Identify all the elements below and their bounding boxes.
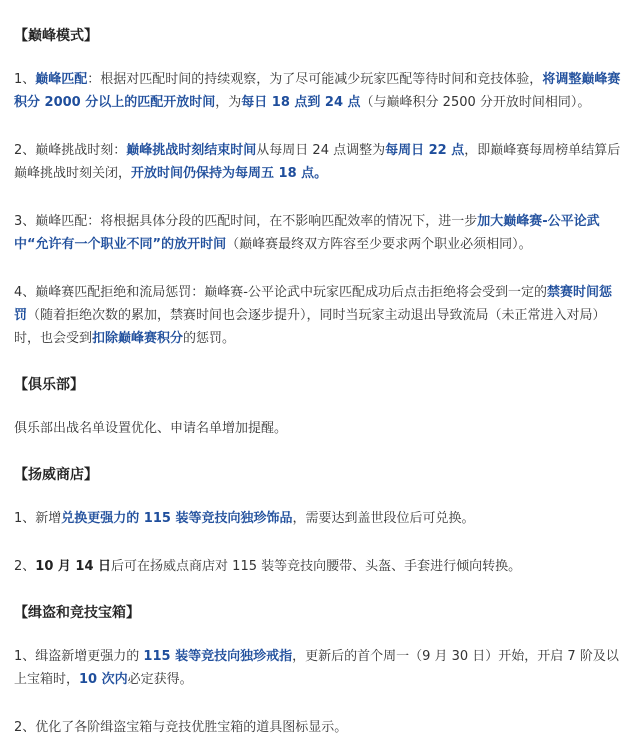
peak-item-1-text-2: ，为 (215, 95, 242, 110)
boxes-item-2: 2、优化了各阶缉盗宝箱与竞技优胜宝箱的道具图标显示。 (14, 720, 348, 735)
peak-item-2-text-1: 从每周日 24 点调整为 (256, 143, 386, 158)
peak-item-2-strong-2: 每周日 22 点 (385, 143, 465, 158)
peak-item-3-prefix: 3、巅峰匹配：将根据具体分段的匹配时间，在不影响匹配效率的情况下，进一步 (14, 214, 478, 229)
peak-item-4-strong-2: 扣除巅峰赛积分 (92, 331, 184, 346)
shop-item-1 (14, 507, 622, 530)
peak-item-1-strong-1: 巅峰匹配 (35, 72, 88, 87)
shop-item-1-prefix: 1、新增 (14, 511, 62, 526)
peak-item-2-prefix: 2、巅峰挑战时刻： (14, 143, 127, 158)
peak-item-1-strong-2: 将调整巅峰赛积分 2000 分以上的匹配开放时间 (14, 72, 621, 110)
peak-item-1-text-3: （与巅峰积分 2500 分开放时间相同）。 (360, 95, 591, 110)
shop-item-2-strong-1: 10 月 14 日 (35, 559, 112, 574)
boxes-item-1-strong-2: 10 次内 (79, 672, 128, 687)
peak-item-3-strong-1: 加大巅峰赛-公平论武中“允许有一个职业不同”的放开时间 (14, 214, 600, 252)
peak-item-3-text-1: （巅峰赛最终双方阵容至少要求两个职业必须相同）。 (226, 237, 532, 252)
peak-item-4-text-2: 的惩罚。 (183, 331, 236, 346)
shop-item-2-text-1: 后可在扬威点商店对 115 装等竞技向腰带、头盔、手套进行倾向转换。 (111, 559, 522, 574)
peak-item-1 (14, 68, 622, 114)
boxes-item-1-text-2: 必定获得。 (127, 672, 193, 687)
boxes-item-1 (14, 645, 622, 691)
peak-item-4-strong-1: 禁赛时间惩罚 (14, 285, 612, 323)
shop-item-2-prefix: 2、 (14, 559, 36, 574)
peak-item-4-text-1: （随着拒绝次数的累加，禁赛时间也会逐步提升），同时当玩家主动退出导致流局（未正常进入对局）时，也会受到 (14, 308, 606, 346)
peak-item-2-strong-3: 开放时间仍保持为每周五 18 点。 (131, 166, 328, 181)
peak-item-4 (14, 281, 622, 350)
peak-item-4-prefix: 4、巅峰赛匹配拒绝和流局惩罚：巅峰赛-公平论武中玩家匹配成功后点击拒绝将会受到一定的 (14, 285, 547, 300)
peak-item-2-strong-1: 巅峰挑战时刻结束时间 (126, 143, 257, 158)
shop-item-2 (14, 555, 622, 578)
section-heading-shop: 【扬威商店】 (14, 467, 98, 483)
peak-item-1-text-1: ：根据对匹配时间的持续观察，为了尽可能减少玩家匹配等待时间和竞技体验， (87, 72, 543, 87)
peak-item-1-prefix: 1、 (14, 72, 36, 87)
section-heading-club: 【俱乐部】 (14, 377, 84, 393)
boxes-item-1-strong-1: 115 装等竞技向独珍戒指 (143, 649, 293, 664)
peak-item-2 (14, 139, 622, 185)
shop-item-1-text-1: ，需要达到盖世段位后可兑换。 (292, 511, 475, 526)
boxes-item-1-prefix: 1、缉盗新增更强力的 (14, 649, 144, 664)
boxes-item-1-text-1: ，更新后的首个周一（9 月 30 日）开始，开启 7 阶及以上宝箱时， (14, 649, 619, 687)
club-text: 俱乐部出战名单设置优化、申请名单增加提醒。 (14, 421, 288, 436)
peak-item-2-text-2: ，即巅峰赛每周榜单结算后巅峰挑战时刻关闭， (14, 143, 621, 181)
section-heading-peak-mode: 【巅峰模式】 (14, 28, 98, 44)
peak-item-1-strong-3: 每日 18 点到 24 点 (241, 95, 361, 110)
peak-item-3 (14, 210, 622, 256)
section-heading-boxes: 【缉盗和竞技宝箱】 (14, 605, 140, 621)
shop-item-1-strong-1: 兑换更强力的 115 装等竞技向独珍饰品 (61, 511, 293, 526)
